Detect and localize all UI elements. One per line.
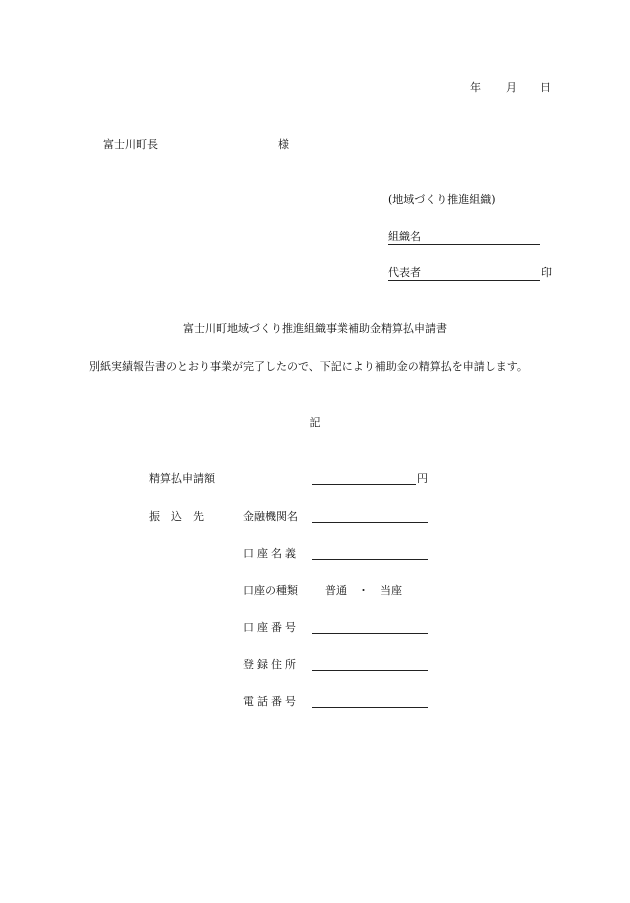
account-type-options[interactable]: 普通 ・ 当座 bbox=[325, 584, 402, 597]
amount-label: 精算払申請額 bbox=[149, 472, 215, 485]
account-number-field[interactable] bbox=[312, 633, 428, 634]
address-label: 登録住所 bbox=[243, 658, 299, 671]
amount-unit: 円 bbox=[417, 472, 428, 485]
phone-label: 電話番号 bbox=[243, 695, 299, 708]
address-field[interactable] bbox=[312, 670, 428, 671]
bank-field[interactable] bbox=[312, 522, 428, 523]
document-title: 富士川町地域づくり推進組織事業補助金精算払申請書 bbox=[183, 322, 447, 335]
account-type-label: 口座の種類 bbox=[243, 584, 298, 597]
bank-label: 金融機関名 bbox=[243, 510, 298, 523]
representative-field[interactable] bbox=[388, 266, 540, 281]
recipient-name: 富士川町長 bbox=[103, 138, 158, 151]
date-day: 日 bbox=[540, 81, 551, 94]
ki-heading: 記 bbox=[309, 416, 321, 429]
account-name-field[interactable] bbox=[312, 559, 428, 560]
seal-mark: 印 bbox=[541, 266, 552, 279]
amount-field[interactable] bbox=[312, 484, 416, 485]
phone-field[interactable] bbox=[312, 707, 428, 708]
account-name-label: 口座名義 bbox=[243, 547, 299, 560]
org-name-label: 組織名 bbox=[388, 230, 421, 243]
account-number-label: 口座番号 bbox=[243, 621, 299, 634]
date-year: 年 bbox=[470, 81, 481, 94]
date-month: 月 bbox=[506, 81, 517, 94]
applicant-org-label: (地域づくり推進組織) bbox=[388, 193, 496, 206]
body-paragraph: 別紙実績報告書のとおり事業が完了したので、下記により補助金の精算払を申請します。 bbox=[89, 360, 528, 373]
transfer-label: 振 込 先 bbox=[149, 510, 204, 523]
recipient-honorific: 様 bbox=[278, 138, 289, 151]
representative-label: 代表者 bbox=[388, 266, 421, 279]
org-name-field[interactable] bbox=[388, 230, 540, 245]
